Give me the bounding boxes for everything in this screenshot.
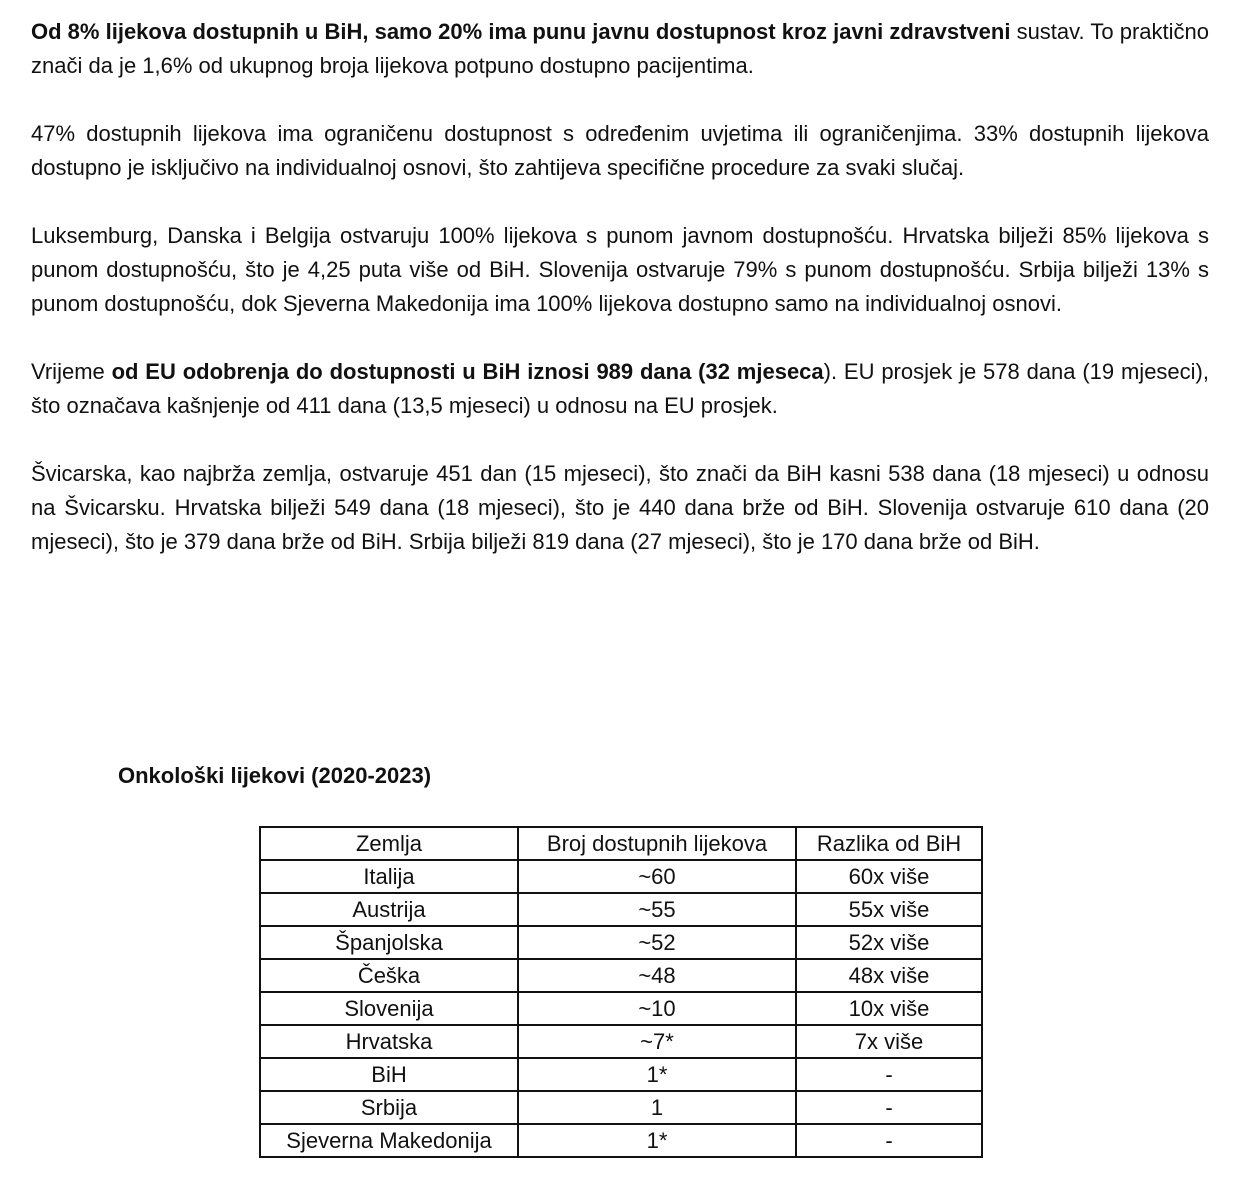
column-header-country: Zemlja <box>260 827 518 860</box>
cell-country: Sjeverna Makedonija <box>260 1124 518 1157</box>
table-row <box>260 1124 982 1157</box>
table-row <box>260 1025 982 1058</box>
cell-difference: 7x više <box>796 1025 982 1058</box>
cell-drug-count: 1* <box>518 1124 796 1157</box>
paragraph-approval-time-pre: Vrijeme <box>31 359 112 384</box>
table-row <box>260 959 982 992</box>
cell-country: Španjolska <box>260 926 518 959</box>
cell-difference: 48x više <box>796 959 982 992</box>
cell-country: Češka <box>260 959 518 992</box>
column-header-drug-count: Broj dostupnih lijekova <box>518 827 796 860</box>
cell-difference: - <box>796 1058 982 1091</box>
paragraph-approval-time-bold: od EU odobrenja do dostupnosti u BiH iznosi 989 dana (32 mjeseca <box>111 359 824 384</box>
paragraph-availability-rest: sustav. To praktično znači da je 1,6% od ukupnog broja lijekova potpuno dostupno pacijentima. <box>31 19 1209 78</box>
cell-drug-count: ~52 <box>518 926 796 959</box>
table-row <box>260 860 982 893</box>
cell-drug-count: ~7* <box>518 1025 796 1058</box>
cell-difference: - <box>796 1124 982 1157</box>
table-row <box>260 992 982 1025</box>
cell-drug-count: 1* <box>518 1058 796 1091</box>
table-row <box>260 926 982 959</box>
cell-difference: - <box>796 1091 982 1124</box>
cell-country: Austrija <box>260 893 518 926</box>
paragraph-fastest-country: Švicarska, kao najbrža zemlja, ostvaruje 451 dan (15 mjeseci), što znači da BiH kasni 538 dana (18 mjeseci) u odnosu na Švicarsku. Hrvatska bilježi 549 dana (18 mjeseci), što je 440 dana brže od BiH. Slovenija ostvaruje 610 dana (20 mjeseci), što je 379 dana brže od BiH. Srbija bilježi 819 dana (27 mjeseci), što je 170 dana brže od BiH. <box>31 461 1209 554</box>
cell-country: BiH <box>260 1058 518 1091</box>
cell-difference: 60x više <box>796 860 982 893</box>
table-row <box>260 1058 982 1091</box>
cell-drug-count: ~55 <box>518 893 796 926</box>
paragraph-availability <box>31 15 1209 83</box>
paragraph-restricted: 47% dostupnih lijekova ima ograničenu dostupnost s određenim uvjetima ili ograničenjima. 33% dostupnih lijekova dostupno je isključivo na individualnoj osnovi, što zahtijeva specifične procedure za svaki slučaj. <box>31 121 1209 180</box>
cell-country: Srbija <box>260 1091 518 1124</box>
cell-difference: 55x više <box>796 893 982 926</box>
table-row <box>260 893 982 926</box>
column-header-difference: Razlika od BiH <box>796 827 982 860</box>
table-title: Onkološki lijekovi (2020-2023) <box>118 763 432 788</box>
cell-difference: 10x više <box>796 992 982 1025</box>
table-header-row <box>260 827 982 860</box>
cell-difference: 52x više <box>796 926 982 959</box>
cell-drug-count: ~60 <box>518 860 796 893</box>
document-body <box>31 15 1209 593</box>
paragraph-approval-time <box>31 355 1209 423</box>
cell-drug-count: 1 <box>518 1091 796 1124</box>
oncology-drugs-table <box>259 826 983 1158</box>
paragraph-approval-time-post: ). EU prosjek je 578 dana (19 mjeseci), što označava kašnjenje od 411 dana (13,5 mjeseci) u odnosu na EU prosjek. <box>31 359 1209 418</box>
cell-drug-count: ~10 <box>518 992 796 1025</box>
cell-drug-count: ~48 <box>518 959 796 992</box>
paragraph-availability-bold: Od 8% lijekova dostupnih u BiH, samo 20% ima punu javnu dostupnost kroz javni zdravstveni <box>31 19 1011 44</box>
table-row <box>260 1091 982 1124</box>
cell-country: Italija <box>260 860 518 893</box>
cell-country: Hrvatska <box>260 1025 518 1058</box>
cell-country: Slovenija <box>260 992 518 1025</box>
paragraph-country-comparison: Luksemburg, Danska i Belgija ostvaruju 100% lijekova s punom javnom dostupnošću. Hrvatska bilježi 85% lijekova s punom dostupnošću, što je 4,25 puta više od BiH. Slovenija ostvaruje 79% s punom dostupnošću. Srbija bilježi 13% s punom dostupnošću, dok Sjeverna Makedonija ima 100% lijekova dostupno samo na individualnoj osnovi. <box>31 223 1209 316</box>
